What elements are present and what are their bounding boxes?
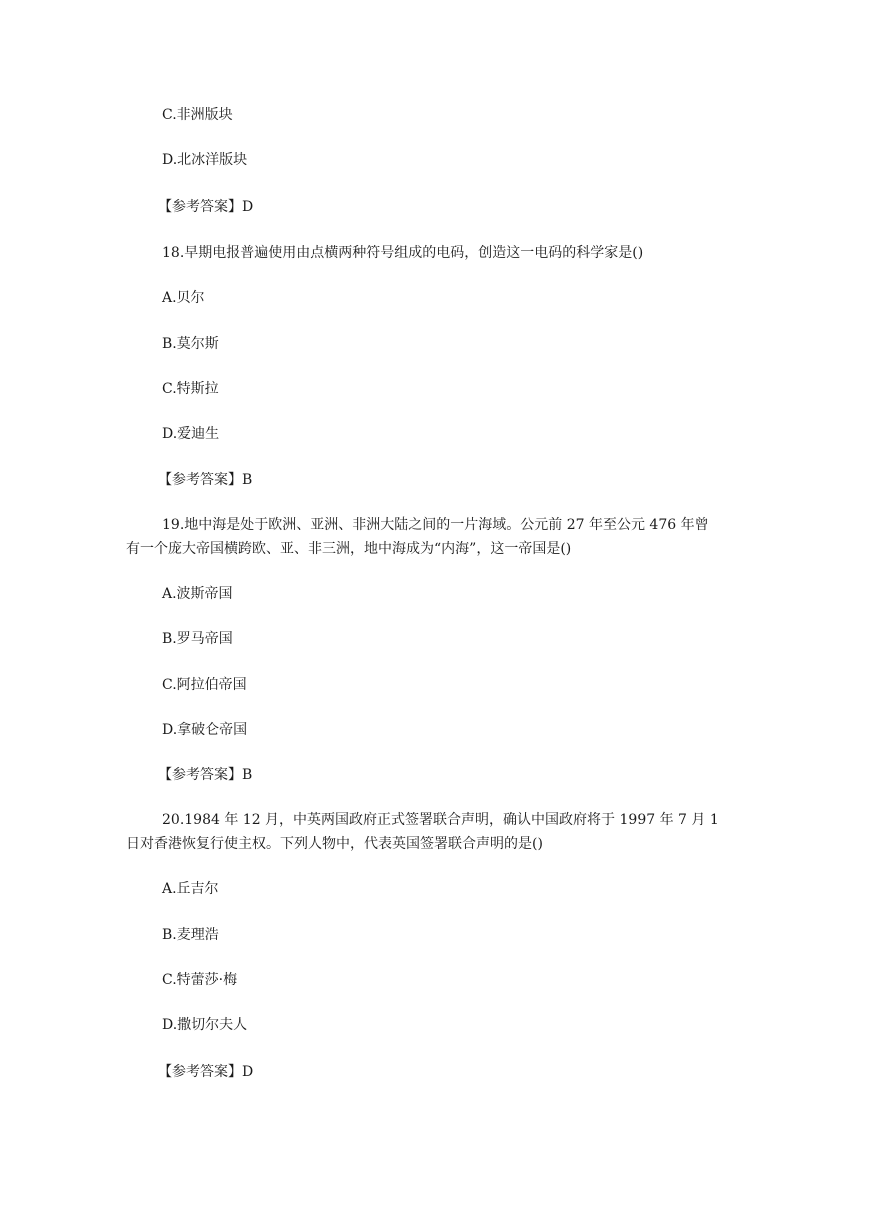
q18-option-b: B.莫尔斯 bbox=[162, 336, 219, 352]
q18-option-d: D.爱迪生 bbox=[162, 426, 220, 442]
q20-answer: 【参考答案】D bbox=[158, 1064, 254, 1080]
q20-option-a: A.丘吉尔 bbox=[162, 881, 219, 897]
q20-option-b: B.麦理浩 bbox=[162, 927, 219, 943]
q19-question-line1: 19.地中海是处于欧洲、亚洲、非洲大陆之间的一片海域。公元前 27 年至公元 476 年曾 bbox=[162, 517, 709, 533]
q19-option-b: B.罗马帝国 bbox=[162, 631, 233, 647]
q17-option-c: C.非洲版块 bbox=[162, 107, 233, 123]
q19-option-a: A.波斯帝国 bbox=[162, 586, 233, 602]
q17-answer: 【参考答案】D bbox=[158, 199, 254, 215]
q19-answer: 【参考答案】B bbox=[158, 767, 253, 783]
q20-question-line2: 日对香港恢复行使主权。下列人物中，代表英国签署联合声明的是() bbox=[126, 836, 543, 852]
q17-option-d: D.北冰洋版块 bbox=[162, 152, 248, 168]
q18-option-a: A.贝尔 bbox=[162, 290, 205, 306]
q19-option-c: C.阿拉伯帝国 bbox=[162, 677, 247, 693]
q19-question-line2: 有一个庞大帝国横跨欧、亚、非三洲，地中海成为“内海”，这一帝国是() bbox=[126, 541, 572, 557]
q18-question: 18.早期电报普遍使用由点横两种符号组成的电码，创造这一电码的科学家是() bbox=[162, 245, 644, 261]
q20-option-d: D.撒切尔夫人 bbox=[162, 1017, 248, 1033]
q19-option-d: D.拿破仑帝国 bbox=[162, 722, 248, 738]
q18-option-c: C.特斯拉 bbox=[162, 381, 219, 397]
q20-option-c: C.特蕾莎·梅 bbox=[162, 972, 238, 988]
q20-question-line1: 20.1984 年 12 月，中英两国政府正式签署联合声明，确认中国政府将于 1997 年 7 月 1 bbox=[162, 812, 719, 828]
q18-answer: 【参考答案】B bbox=[158, 472, 253, 488]
